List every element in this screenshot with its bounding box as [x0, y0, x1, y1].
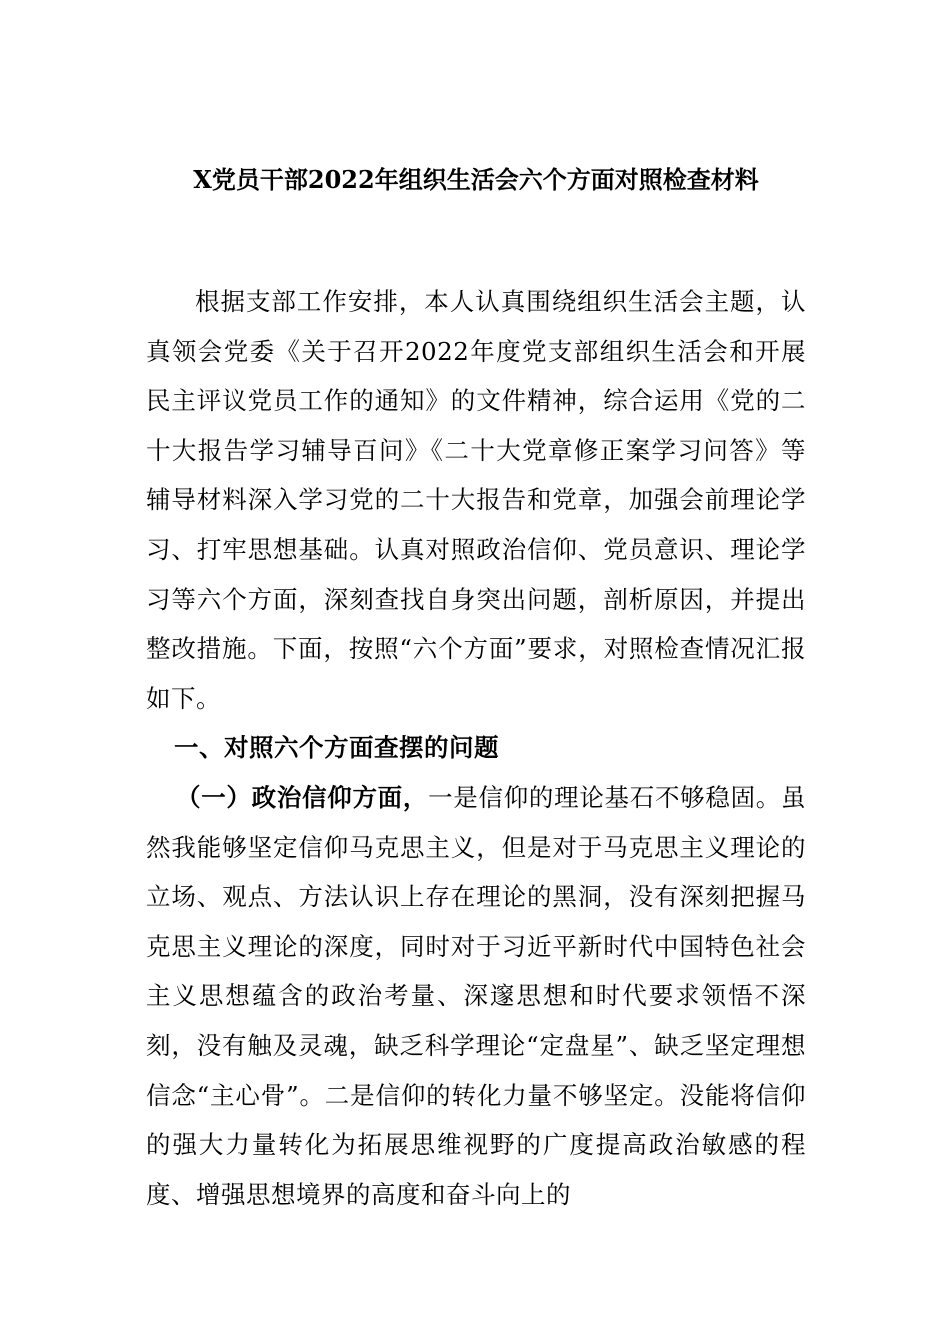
- subsection-text: 一是信仰的理论基石不够稳固。虽然我能够坚定信仰马克思主义，但是对于马克思主义理论的立场、观点、方法认识上存在理论的黑洞，没有深刻把握马克思主义理论的深度，同时对于习近平新时代中国特色社会主义思想蕴含的政治考量、深邃思想和时代要求领悟不深刻，没有触及灵魂，缺乏科学理论“定盘星”、缺乏坚定理想信念“主心骨”。二是信仰的转化力量不够坚定。没能将信仰的强大力量转化为拓展思维视野的广度提高政治敏感的程度、增强思想境界的高度和奋斗向上的: [146, 782, 807, 1209]
- section-heading: 一、对照六个方面查摆的问题: [174, 733, 499, 763]
- subsection-label: （一）政治信仰方面，: [176, 782, 429, 812]
- document-title: X党员干部2022年组织生活会六个方面对照检查材料: [193, 165, 759, 194]
- document-body: [146, 277, 806, 1219]
- intro-paragraph: 根据支部工作安排，本人认真围绕组织生活会主题，认真领会党委《关于召开2022年度党支部组织生活会和开展民主评议党员工作的通知》的文件精神，综合运用《党的二十大报告学习辅导百问》《二十大党章修正案学习问答》等辅导材料深入学习党的二十大报告和党章，加强会前理论学习、打牢思想基础。认真对照政治信仰、党员意识、理论学习等六个方面，深刻查找自身突出问题，剖析原因，并提出整改措施。下面，按照“六个方面”要求，对照检查情况汇报如下。: [146, 287, 806, 713]
- political-belief-paragraph: [146, 773, 806, 1219]
